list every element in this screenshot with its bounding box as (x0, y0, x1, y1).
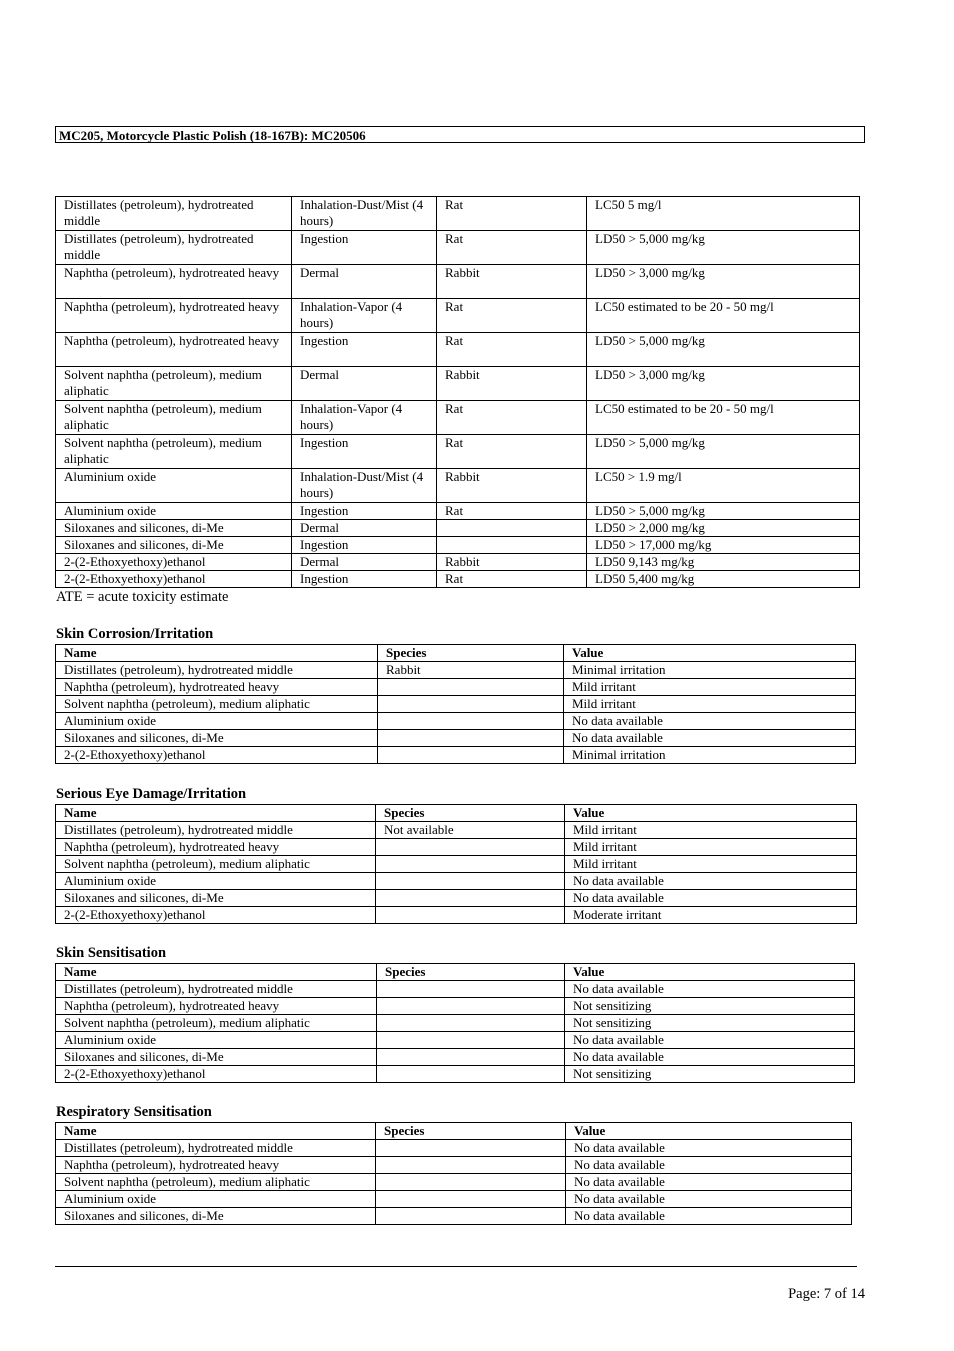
respiratory-sensitisation-table (55, 1122, 852, 1225)
table-row (56, 747, 856, 764)
table-row (56, 1015, 855, 1032)
table-cell: Aluminium oxide (56, 873, 376, 890)
table-cell (377, 998, 565, 1015)
table-cell: Naphtha (petroleum), hydrotreated heavy (56, 998, 377, 1015)
table-cell: Siloxanes and silicones, di-Me (56, 520, 292, 537)
column-header: Species (376, 1123, 566, 1140)
table-cell: LD50 > 3,000 mg/kg (587, 367, 860, 401)
table-cell: Naphtha (petroleum), hydrotreated heavy (56, 299, 292, 333)
table-cell: Rabbit (437, 265, 587, 299)
table-row (56, 1140, 852, 1157)
table-cell: No data available (564, 730, 856, 747)
table-cell: Mild irritant (564, 696, 856, 713)
table-row (56, 730, 856, 747)
table-cell: Ingestion (292, 537, 437, 554)
table-row (56, 1157, 852, 1174)
table-cell (378, 730, 564, 747)
table-cell: Not sensitizing (565, 1015, 855, 1032)
table-row (56, 401, 860, 435)
table-cell: Ingestion (292, 571, 437, 588)
table-row (56, 696, 856, 713)
table-cell: No data available (566, 1140, 852, 1157)
column-header: Value (565, 805, 857, 822)
table-cell: No data available (565, 1049, 855, 1066)
table-cell: Mild irritant (564, 679, 856, 696)
table-cell: Naphtha (petroleum), hydrotreated heavy (56, 679, 378, 696)
table-row (56, 520, 860, 537)
table-cell: Naphtha (petroleum), hydrotreated heavy (56, 839, 376, 856)
table-cell: LD50 > 5,000 mg/kg (587, 435, 860, 469)
table-cell: Aluminium oxide (56, 1191, 376, 1208)
table-row (56, 299, 860, 333)
table-cell: Rat (437, 231, 587, 265)
table-cell: Distillates (petroleum), hydrotreated middle (56, 197, 292, 231)
table-cell: Mild irritant (565, 822, 857, 839)
table-cell: Distillates (petroleum), hydrotreated middle (56, 981, 377, 998)
table-row (56, 873, 857, 890)
table-cell: Siloxanes and silicones, di-Me (56, 730, 378, 747)
skin-sensitisation-table (55, 963, 855, 1083)
table-cell: 2-(2-Ethoxyethoxy)ethanol (56, 907, 376, 924)
table-cell: 2-(2-Ethoxyethoxy)ethanol (56, 554, 292, 571)
table-cell: Not sensitizing (565, 998, 855, 1015)
table-row (56, 265, 860, 299)
table-cell: 2-(2-Ethoxyethoxy)ethanol (56, 747, 378, 764)
table-cell (437, 520, 587, 537)
eye-damage-table (55, 804, 857, 924)
table-cell (378, 747, 564, 764)
table-cell: Minimal irritation (564, 662, 856, 679)
table-cell: Ingestion (292, 231, 437, 265)
column-header: Species (376, 805, 565, 822)
table-cell: Rabbit (437, 554, 587, 571)
table-row (56, 856, 857, 873)
table-cell: Solvent naphtha (petroleum), medium aliphatic (56, 1015, 377, 1032)
table-cell (437, 537, 587, 554)
table-cell: Solvent naphtha (petroleum), medium aliphatic (56, 1174, 376, 1191)
table-cell: Rat (437, 435, 587, 469)
table-cell: LC50 estimated to be 20 - 50 mg/l (587, 299, 860, 333)
table-row (56, 1208, 852, 1225)
table-cell: 2-(2-Ethoxyethoxy)ethanol (56, 1066, 377, 1083)
table-cell: Rat (437, 571, 587, 588)
table-cell (376, 1191, 566, 1208)
table-cell: Solvent naphtha (petroleum), medium aliphatic (56, 401, 292, 435)
table-cell (376, 1174, 566, 1191)
table-cell (376, 907, 565, 924)
table-row (56, 1191, 852, 1208)
table-cell: LC50 estimated to be 20 - 50 mg/l (587, 401, 860, 435)
table-header-row (56, 1123, 852, 1140)
table-cell: Distillates (petroleum), hydrotreated middle (56, 231, 292, 265)
table-cell (377, 1049, 565, 1066)
table-cell (377, 981, 565, 998)
table-row (56, 822, 857, 839)
skin-corrosion-table (55, 644, 856, 764)
table-cell: Inhalation-Vapor (4 hours) (292, 401, 437, 435)
table-cell (378, 713, 564, 730)
table-cell: LC50 5 mg/l (587, 197, 860, 231)
table-cell: LD50 > 5,000 mg/kg (587, 231, 860, 265)
column-header: Name (56, 645, 378, 662)
table-cell: Dermal (292, 554, 437, 571)
table-cell: Mild irritant (565, 839, 857, 856)
table-cell: Rabbit (437, 469, 587, 503)
table-cell: LD50 5,400 mg/kg (587, 571, 860, 588)
table-cell: Ingestion (292, 333, 437, 367)
table-row (56, 1066, 855, 1083)
table-cell: LD50 9,143 mg/kg (587, 554, 860, 571)
table-cell: Solvent naphtha (petroleum), medium aliphatic (56, 367, 292, 401)
table-row (56, 981, 855, 998)
table-header-row (56, 645, 856, 662)
table-cell (377, 1032, 565, 1049)
column-header: Name (56, 964, 377, 981)
table-row (56, 839, 857, 856)
table-cell: Dermal (292, 520, 437, 537)
table-cell: Naphtha (petroleum), hydrotreated heavy (56, 265, 292, 299)
table-cell: LD50 > 2,000 mg/kg (587, 520, 860, 537)
table-cell (376, 856, 565, 873)
page-number: Page: 7 of 14 (788, 1286, 865, 1302)
column-header: Name (56, 805, 376, 822)
table-row (56, 662, 856, 679)
table-cell: Aluminium oxide (56, 503, 292, 520)
table-cell: Siloxanes and silicones, di-Me (56, 537, 292, 554)
acute-toxicity-table (55, 196, 860, 588)
table-cell: No data available (565, 890, 857, 907)
column-header: Species (377, 964, 565, 981)
table-cell: Ingestion (292, 435, 437, 469)
table-cell (376, 1157, 566, 1174)
table-row (56, 503, 860, 520)
table-cell: Solvent naphtha (petroleum), medium aliphatic (56, 856, 376, 873)
column-header: Value (565, 964, 855, 981)
table-cell: Rat (437, 333, 587, 367)
table-row (56, 679, 856, 696)
table-row (56, 1049, 855, 1066)
column-header: Value (566, 1123, 852, 1140)
table-row (56, 435, 860, 469)
section-title-eye-damage: Serious Eye Damage/Irritation (56, 786, 247, 802)
table-cell: Not available (376, 822, 565, 839)
table-cell: Siloxanes and silicones, di-Me (56, 1049, 377, 1066)
column-header: Species (378, 645, 564, 662)
table-cell: No data available (566, 1157, 852, 1174)
table-cell: No data available (566, 1174, 852, 1191)
table-cell: Siloxanes and silicones, di-Me (56, 1208, 376, 1225)
table-cell: No data available (565, 981, 855, 998)
table-cell: No data available (565, 873, 857, 890)
table-cell: No data available (566, 1191, 852, 1208)
table-cell: Rat (437, 401, 587, 435)
table-row (56, 537, 860, 554)
table-row (56, 713, 856, 730)
table-cell (378, 679, 564, 696)
table-cell: Distillates (petroleum), hydrotreated middle (56, 1140, 376, 1157)
table-cell: Moderate irritant (565, 907, 857, 924)
footer-rule (55, 1266, 857, 1267)
table-cell: Aluminium oxide (56, 1032, 377, 1049)
section-title-skin-sensitisation: Skin Sensitisation (56, 945, 167, 961)
table-cell: Dermal (292, 265, 437, 299)
column-header: Name (56, 1123, 376, 1140)
table-cell: LD50 > 5,000 mg/kg (587, 333, 860, 367)
table-cell: Solvent naphtha (petroleum), medium aliphatic (56, 696, 378, 713)
table-row (56, 1174, 852, 1191)
section-title-skin-corrosion: Skin Corrosion/Irritation (56, 626, 214, 642)
table-cell (377, 1015, 565, 1032)
table-cell (377, 1066, 565, 1083)
table-cell: Distillates (petroleum), hydrotreated middle (56, 822, 376, 839)
table-cell: Aluminium oxide (56, 469, 292, 503)
table-row (56, 554, 860, 571)
table-cell: No data available (564, 713, 856, 730)
table-cell: Distillates (petroleum), hydrotreated middle (56, 662, 378, 679)
table-cell (376, 1208, 566, 1225)
table-cell: No data available (566, 1208, 852, 1225)
table-cell: Mild irritant (565, 856, 857, 873)
table-cell: Naphtha (petroleum), hydrotreated heavy (56, 1157, 376, 1174)
table-cell: Inhalation-Vapor (4 hours) (292, 299, 437, 333)
table-cell: Aluminium oxide (56, 713, 378, 730)
table-row (56, 333, 860, 367)
table-cell: Rabbit (378, 662, 564, 679)
table-row (56, 1032, 855, 1049)
table-cell: 2-(2-Ethoxyethoxy)ethanol (56, 571, 292, 588)
table-cell: No data available (565, 1032, 855, 1049)
column-header: Value (564, 645, 856, 662)
table-row (56, 571, 860, 588)
table-header-row (56, 964, 855, 981)
table-row (56, 197, 860, 231)
table-row (56, 469, 860, 503)
table-cell (376, 1140, 566, 1157)
table-cell (376, 890, 565, 907)
table-cell: LD50 > 5,000 mg/kg (587, 503, 860, 520)
ate-note: ATE = acute toxicity estimate (56, 589, 229, 605)
table-row (56, 231, 860, 265)
table-cell (376, 873, 565, 890)
table-row (56, 907, 857, 924)
table-cell: Rabbit (437, 367, 587, 401)
table-cell: Naphtha (petroleum), hydrotreated heavy (56, 333, 292, 367)
table-row (56, 998, 855, 1015)
table-cell: Minimal irritation (564, 747, 856, 764)
table-cell (376, 839, 565, 856)
table-cell: LC50 > 1.9 mg/l (587, 469, 860, 503)
table-cell: Inhalation-Dust/Mist (4 hours) (292, 197, 437, 231)
table-cell: Rat (437, 197, 587, 231)
table-header-row (56, 805, 857, 822)
table-cell: Rat (437, 503, 587, 520)
table-cell: Solvent naphtha (petroleum), medium aliphatic (56, 435, 292, 469)
section-title-respiratory-sensitisation: Respiratory Sensitisation (56, 1104, 212, 1120)
table-cell: LD50 > 3,000 mg/kg (587, 265, 860, 299)
table-row (56, 890, 857, 907)
table-cell: Not sensitizing (565, 1066, 855, 1083)
document-header: MC205, Motorcycle Plastic Polish (18-167B): MC20506 (55, 126, 865, 143)
table-cell (378, 696, 564, 713)
table-cell: Inhalation-Dust/Mist (4 hours) (292, 469, 437, 503)
table-cell: Rat (437, 299, 587, 333)
table-cell: Siloxanes and silicones, di-Me (56, 890, 376, 907)
table-cell: Dermal (292, 367, 437, 401)
table-cell: Ingestion (292, 503, 437, 520)
table-row (56, 367, 860, 401)
table-cell: LD50 > 17,000 mg/kg (587, 537, 860, 554)
